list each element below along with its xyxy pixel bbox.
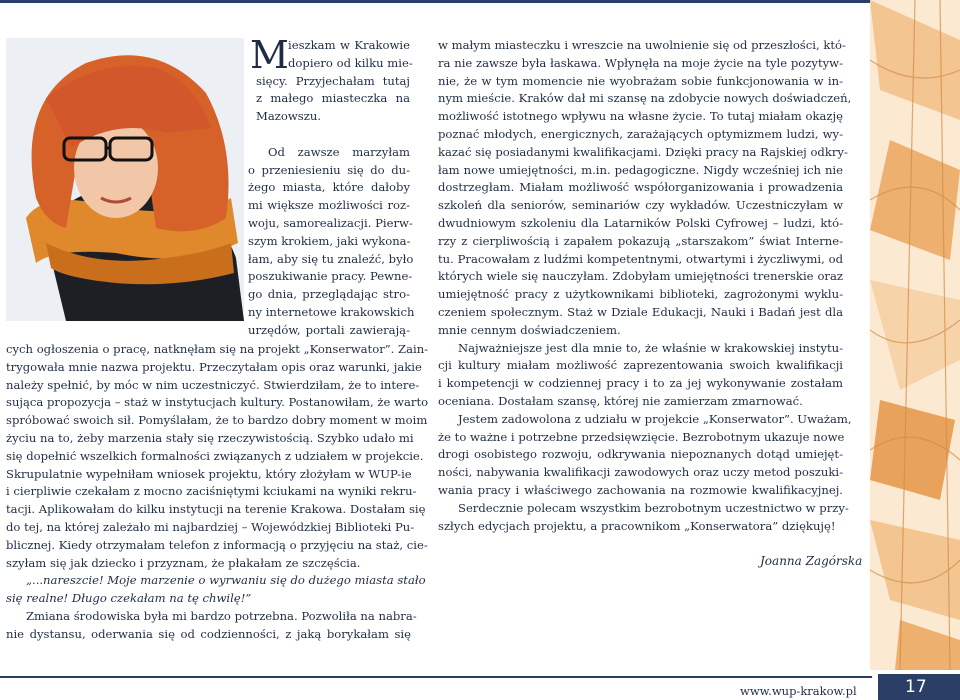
text-line: spróbować swoich sił. Pomyślałam, że to bardzo dobry moment w moim	[6, 413, 428, 428]
text-line: wania pracy i właściwego zachowania na rozmowie kwalifikacyjnej.	[438, 483, 843, 497]
text-line: Skrupulatnie wypełniłam wniosek projektu, który złożyłam w WUP-ie	[6, 466, 412, 481]
text-line: cji kultury miałam możliwość zaprezentowania swoich kwalifikacji	[438, 358, 843, 373]
text-line: do tej, na której zależało mi najbardziej – Wojewódzkiej Biblioteki Pu-	[6, 520, 415, 534]
text-line: urzędów, portali zawierają-	[248, 322, 410, 337]
text-line: Od zawsze marzyłam	[268, 144, 410, 159]
text-line: mnie cennym doświadczeniem.	[438, 322, 621, 337]
text-line: sięcy. Przyjechałam tutaj	[256, 73, 410, 88]
text-line: nie dystansu, oderwania się od codzienności, z jaką borykałam się	[6, 626, 411, 641]
text-line: tu. Pracowałam z ludźmi kompetentnymi, otwartymi i życzliwymi, od	[438, 251, 843, 266]
text-line: go dnia, przeglądając stro-	[248, 287, 410, 302]
text-line: o przeniesieniu się do du-	[248, 162, 410, 177]
text-line: dopiero od kilku mie-	[288, 55, 413, 70]
text-line: Serdecznie polecam wszystkim bezrobotnym uczestnictwo w przy-	[458, 500, 849, 515]
drop-cap: M	[250, 33, 289, 77]
decorative-stained-glass	[870, 0, 960, 670]
text-line: Zmiana środowiska była mi bardzo potrzebna. Pozwoliła na nabra-	[26, 609, 417, 623]
text-line: łam, aby się tu znaleźć, było	[248, 251, 414, 266]
text-line: Mazowszu.	[256, 109, 322, 124]
text-line: z małego miasteczka na	[256, 91, 410, 106]
text-line: się realne! Długo czekałam na tę chwilę!”	[6, 591, 252, 606]
text-line: dostrzegłam. Miałam możliwość współorganizowania i prowadzenia	[438, 180, 843, 195]
text-line: żego miasta, które dałoby	[248, 180, 410, 195]
text-line: poszukiwanie pracy. Pewne-	[248, 269, 413, 284]
text-line: że to ważne i potrzebne przedsięwzięcie. Bezrobotnym ukazuje nowe	[438, 429, 845, 444]
text-line: czeniem społecznym. Staż w Dziale Edukacji, Nauki i Badań jest dla	[438, 305, 843, 319]
bottom-rule	[0, 676, 872, 678]
text-line: możliwość istotnego wpływu na własne życie. To tutaj miałam okazję	[438, 109, 843, 124]
text-line: szyłam się jak dziecko i przyznam, że płakałam ze szczęścia.	[6, 555, 361, 570]
text-line: szkoleń dla seniorów, seminariów czy wykładów. Uczestniczyłam w	[438, 198, 843, 213]
text-line: ieszkam w Krakowie	[288, 38, 410, 52]
text-line: i cierpliwie czekałam z mocno zaciśniętymi kciukami na wyniki rekru-	[6, 484, 417, 499]
text-line: drogi osobistego rozwoju, odkrywania niepoznanych dotąd umiejęt-	[438, 447, 843, 462]
text-line: Jestem zadowolona z udziału w projekcie „Konserwator”. Uważam,	[458, 411, 852, 426]
text-line: nie, że w tym momencie nie wyobrażam sobie funkcjonowania w in-	[438, 73, 843, 88]
text-line: oceniana. Dostałam szansę, której nie zamierzam zmarnować.	[438, 394, 803, 408]
text-line: Najważniejsze jest dla mnie to, że właśnie w krakowskiej instytu-	[458, 340, 843, 355]
text-line: poznać młodych, energicznych, zarażających optymizmem ludzi, wy-	[438, 127, 843, 141]
text-line: woju, samorealizacji. Pierw-	[248, 216, 413, 230]
text-line: cych ogłoszenia o pracę, natknęłam się na projekt „Konserwator”. Zain-	[6, 342, 429, 356]
text-line: których wiele się nauczyłam. Zdobyłam umiejętności trenerskie oraz	[438, 269, 843, 284]
text-line: tacji. Aplikowałam do kilku instytucji na terenie Krakowa. Dostałam się	[6, 502, 426, 517]
author-signature: Joanna Zagórska	[760, 554, 863, 568]
footer-url[interactable]: www.wup-krakow.pl	[740, 684, 857, 698]
portrait-photo	[6, 38, 244, 321]
text-line: łam nowe umiejętności, m.in. pedagogiczne. Nigdy wcześniej ich nie	[438, 162, 843, 177]
text-line: mi większe możliwości roz-	[248, 198, 410, 213]
text-line: życiu na to, żeby marzenia stały się rzeczywistością. Szybko udało mi	[6, 431, 414, 445]
text-line: blicznej. Kiedy otrzymałam telefon z informacją o przyjęciu na staż, cie-	[6, 537, 428, 552]
text-line: ny internetowe krakowskich	[248, 305, 415, 319]
top-rule	[0, 0, 960, 3]
text-line: rzy z cierpliwością i zapałem pokazują „starszakom” świat Interne-	[438, 233, 843, 248]
page-number: 17	[905, 677, 927, 697]
text-line: ności, nabywania kwalifikacji zawodowych oraz uczy metod poszuki-	[438, 465, 843, 480]
text-line: sująca propozycja – staż w instytucjach kultury. Postanowiłam, że warto	[6, 395, 429, 410]
text-line: szłych edycjach projektu, a pracownikom „Konserwatora” dziękuję!	[438, 518, 836, 533]
text-line: umiejętność pracy z użytkownikami biblioteki, zagrożonymi wyklu-	[438, 287, 843, 302]
text-line: i kompetencji w codziennej pracy i to za jej wykonywanie zostałam	[438, 376, 843, 391]
text-line: szym krokiem, jaki wykona-	[248, 233, 411, 248]
text-line: się dopełnić wszelkich formalności związanych z udziałem w projekcie.	[6, 448, 424, 463]
text-line: nym mieście. Kraków dał mi szansę na zdobycie nowych doświadczeń,	[438, 91, 852, 106]
text-line: kazać się posiadanymi kwalifikacjami. Dzięki pracy na Rajskiej odkry-	[438, 144, 848, 159]
text-line: w małym miasteczku i wreszcie na uwolnienie się od przeszłości, któ-	[438, 38, 846, 52]
text-line: ra nie zawsze była łaskawa. Wpłynęła na moje życie na tyle pozytyw-	[438, 55, 843, 70]
text-line: trygowała mnie nazwa projektu. Przeczytałam opis oraz warunki, jakie	[6, 359, 422, 374]
text-line: „...nareszcie! Moje marzenie o wyrwaniu się do dużego miasta stało	[26, 573, 426, 588]
text-line: dwudniowym szkoleniu dla Latarników Polski Cyfrowej – ludzi, któ-	[438, 216, 843, 230]
text-line: należy spełnić, by móc w nim uczestniczyć. Stwierdziłam, że to intere-	[6, 377, 420, 392]
